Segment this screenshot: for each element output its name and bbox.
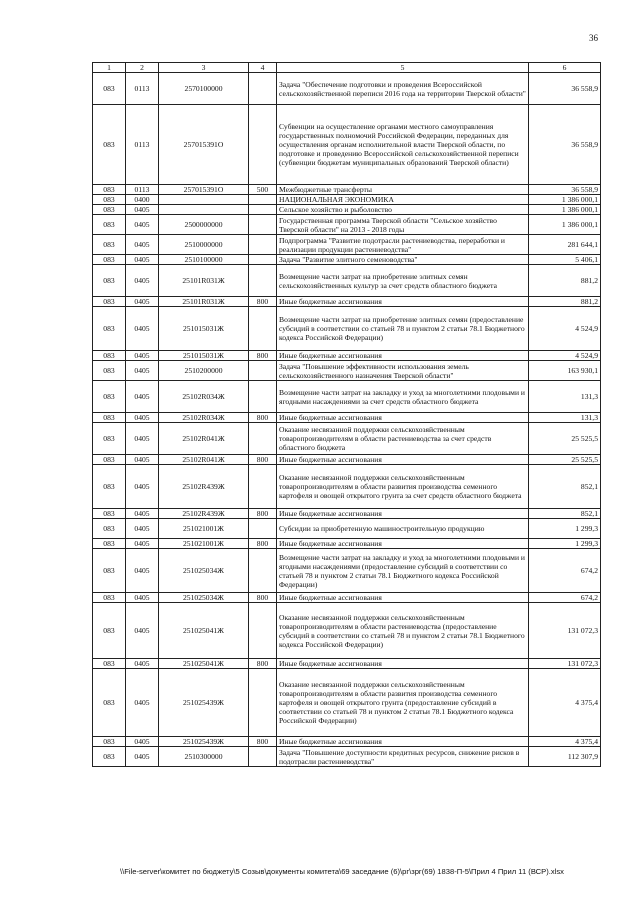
section-code-cell: 0405 bbox=[126, 519, 159, 539]
section-code-cell: 0405 bbox=[126, 307, 159, 351]
ministry-code-cell: 083 bbox=[93, 195, 126, 205]
expense-type-cell bbox=[249, 423, 277, 455]
amount-cell: 852,1 bbox=[529, 509, 601, 519]
table-body bbox=[93, 73, 601, 767]
expense-type-cell bbox=[249, 73, 277, 105]
target-article-cell: 251015031Ж bbox=[159, 307, 249, 351]
table-row bbox=[93, 413, 601, 423]
expense-type-cell bbox=[249, 195, 277, 205]
expense-type-cell bbox=[249, 255, 277, 265]
amount-cell: 4 375,4 bbox=[529, 669, 601, 737]
amount-cell: 674,2 bbox=[529, 549, 601, 593]
amount-cell: 25 525,5 bbox=[529, 423, 601, 455]
table-row bbox=[93, 297, 601, 307]
target-article-cell: 251025041Ж bbox=[159, 603, 249, 659]
amount-cell: 4 524,9 bbox=[529, 351, 601, 361]
ministry-code-cell: 083 bbox=[93, 307, 126, 351]
header-col-2: 2 bbox=[126, 63, 159, 73]
ministry-code-cell: 083 bbox=[93, 549, 126, 593]
amount-cell: 36 558,9 bbox=[529, 73, 601, 105]
section-code-cell: 0405 bbox=[126, 381, 159, 413]
ministry-code-cell: 083 bbox=[93, 351, 126, 361]
amount-cell: 1 299,3 bbox=[529, 539, 601, 549]
ministry-code-cell: 083 bbox=[93, 185, 126, 195]
table-row bbox=[93, 593, 601, 603]
target-article-cell: 25102R439Ж bbox=[159, 509, 249, 519]
description-cell: Оказание несвязанной поддержки сельскохозяйственным товаропроизводителям в области растениеводства за счет средств областного бюджета bbox=[277, 423, 529, 455]
expense-type-cell: 800 bbox=[249, 413, 277, 423]
description-cell: Оказание несвязанной поддержки сельскохозяйственным товаропроизводителям в области развития производства семенного картофеля и овощей открытого грунта (предоставление субсидий в соответствии со статьей 78 и пунктом 2 статьи 78.1 Бюджетного кодекса Российской Федерации) bbox=[277, 669, 529, 737]
description-cell: Иные бюджетные ассигнования bbox=[277, 509, 529, 519]
description-cell: Задача "Развитие элитного семеноводства" bbox=[277, 255, 529, 265]
ministry-code-cell: 083 bbox=[93, 215, 126, 235]
ministry-code-cell: 083 bbox=[93, 603, 126, 659]
target-article-cell: 25101R031Ж bbox=[159, 297, 249, 307]
description-cell: Субвенции на осуществление органами местного самоуправления государственных полномочий Российской Федерации, переданных для осуществления органам исполнительной власти Тверской области, по подготовке и проведению Всероссийской сельскохозяйственной переписи (субвенции бюджетам муниципальных образований Тверской области) bbox=[277, 105, 529, 185]
table-row bbox=[93, 195, 601, 205]
table-row bbox=[93, 549, 601, 593]
header-col-1: 1 bbox=[93, 63, 126, 73]
section-code-cell: 0405 bbox=[126, 215, 159, 235]
ministry-code-cell: 083 bbox=[93, 105, 126, 185]
description-cell: Иные бюджетные ассигнования bbox=[277, 659, 529, 669]
target-article-cell: 2510200000 bbox=[159, 361, 249, 381]
amount-cell: 1 386 000,1 bbox=[529, 195, 601, 205]
ministry-code-cell: 083 bbox=[93, 747, 126, 767]
table-row bbox=[93, 105, 601, 185]
page-number: 36 bbox=[589, 33, 598, 43]
amount-cell: 1 386 000,1 bbox=[529, 215, 601, 235]
description-cell: Возмещение части затрат на приобретение элитных семян (предоставление субсидий в соответствии со статьей 78 и пунктом 2 статьи 78.1 Бюджетного кодекса Российской Федерации) bbox=[277, 307, 529, 351]
section-code-cell: 0113 bbox=[126, 73, 159, 105]
target-article-cell: 251015031Ж bbox=[159, 351, 249, 361]
description-cell: Сельское хозяйство и рыболовство bbox=[277, 205, 529, 215]
target-article-cell: 2510300000 bbox=[159, 747, 249, 767]
table-row bbox=[93, 265, 601, 297]
section-code-cell: 0405 bbox=[126, 593, 159, 603]
description-cell: Иные бюджетные ассигнования bbox=[277, 737, 529, 747]
description-cell: Задача "Повышение доступности кредитных ресурсов, снижение рисков в подотрасли растениеводства" bbox=[277, 747, 529, 767]
expense-type-cell bbox=[249, 519, 277, 539]
table-row bbox=[93, 659, 601, 669]
amount-cell: 25 525,5 bbox=[529, 455, 601, 465]
amount-cell: 36 558,9 bbox=[529, 105, 601, 185]
target-article-cell: 2510000000 bbox=[159, 235, 249, 255]
section-code-cell: 0405 bbox=[126, 351, 159, 361]
table-row bbox=[93, 747, 601, 767]
ministry-code-cell: 083 bbox=[93, 361, 126, 381]
target-article-cell: 251025034Ж bbox=[159, 593, 249, 603]
amount-cell: 281 644,1 bbox=[529, 235, 601, 255]
file-path-footer: \\File-server\комитет по бюджету\5 Созыв\документы комитета\69 заседание (6)\рг\зрг(69) 1838-П-5\Прил 4 Прил 11 (ВСР).xlsx bbox=[120, 867, 564, 876]
header-col-3: 3 bbox=[159, 63, 249, 73]
header-col-4: 4 bbox=[249, 63, 277, 73]
amount-cell: 131 072,3 bbox=[529, 603, 601, 659]
target-article-cell: 25102R034Ж bbox=[159, 381, 249, 413]
target-article-cell: 2500000000 bbox=[159, 215, 249, 235]
description-cell: Возмещение части затрат на приобретение элитных семян сельскохозяйственных культур за счет средств областного бюджета bbox=[277, 265, 529, 297]
expense-type-cell: 800 bbox=[249, 539, 277, 549]
table-row bbox=[93, 539, 601, 549]
section-code-cell: 0113 bbox=[126, 185, 159, 195]
target-article-cell: 25102R439Ж bbox=[159, 465, 249, 509]
amount-cell: 881,2 bbox=[529, 265, 601, 297]
table-row bbox=[93, 669, 601, 737]
target-article-cell: 251021001Ж bbox=[159, 519, 249, 539]
expense-type-cell: 800 bbox=[249, 351, 277, 361]
expense-type-cell bbox=[249, 105, 277, 185]
target-article-cell: 2510100000 bbox=[159, 255, 249, 265]
ministry-code-cell: 083 bbox=[93, 73, 126, 105]
section-code-cell: 0405 bbox=[126, 549, 159, 593]
section-code-cell: 0405 bbox=[126, 659, 159, 669]
amount-cell: 1 299,3 bbox=[529, 519, 601, 539]
amount-cell: 4 524,9 bbox=[529, 307, 601, 351]
section-code-cell: 0405 bbox=[126, 255, 159, 265]
target-article-cell: 251025439Ж bbox=[159, 669, 249, 737]
description-cell: Иные бюджетные ассигнования bbox=[277, 297, 529, 307]
section-code-cell: 0405 bbox=[126, 423, 159, 455]
target-article-cell: 25102R034Ж bbox=[159, 413, 249, 423]
table-row bbox=[93, 255, 601, 265]
amount-cell: 5 406,1 bbox=[529, 255, 601, 265]
expense-type-cell bbox=[249, 747, 277, 767]
ministry-code-cell: 083 bbox=[93, 413, 126, 423]
expense-type-cell bbox=[249, 265, 277, 297]
amount-cell: 852,1 bbox=[529, 465, 601, 509]
section-code-cell: 0405 bbox=[126, 205, 159, 215]
table-row bbox=[93, 215, 601, 235]
description-cell: Государственная программа Тверской области "Сельское хозяйство Тверской области" на 2013 - 2018 годы bbox=[277, 215, 529, 235]
header-col-5: 5 bbox=[277, 63, 529, 73]
description-cell: Оказание несвязанной поддержки сельскохозяйственным товаропроизводителям в области растениеводства (предоставление субсидий в соответствии со статьей 78 и пунктом 2 статьи 78.1 Бюджетного кодекса Российской Федерации) bbox=[277, 603, 529, 659]
section-code-cell: 0405 bbox=[126, 603, 159, 659]
expense-type-cell: 800 bbox=[249, 737, 277, 747]
amount-cell: 36 558,9 bbox=[529, 185, 601, 195]
expense-type-cell bbox=[249, 465, 277, 509]
table-row bbox=[93, 509, 601, 519]
ministry-code-cell: 083 bbox=[93, 205, 126, 215]
ministry-code-cell: 083 bbox=[93, 255, 126, 265]
target-article-cell: 257015391О bbox=[159, 105, 249, 185]
section-code-cell: 0405 bbox=[126, 297, 159, 307]
target-article-cell: 251021001Ж bbox=[159, 539, 249, 549]
expense-type-cell: 800 bbox=[249, 455, 277, 465]
table-row bbox=[93, 361, 601, 381]
ministry-code-cell: 083 bbox=[93, 519, 126, 539]
section-code-cell: 0400 bbox=[126, 195, 159, 205]
ministry-code-cell: 083 bbox=[93, 423, 126, 455]
description-cell: Задача "Повышение эффективности использования земель сельскохозяйственного назначения Тверской области" bbox=[277, 361, 529, 381]
table-row bbox=[93, 205, 601, 215]
expense-type-cell: 800 bbox=[249, 509, 277, 519]
description-cell: Подпрограмма "Развитие подотрасли растениеводства, переработки и реализации продукции растениеводства" bbox=[277, 235, 529, 255]
section-code-cell: 0405 bbox=[126, 539, 159, 549]
section-code-cell: 0405 bbox=[126, 737, 159, 747]
amount-cell: 112 307,9 bbox=[529, 747, 601, 767]
target-article-cell bbox=[159, 205, 249, 215]
expense-type-cell bbox=[249, 215, 277, 235]
target-article-cell: 251025439Ж bbox=[159, 737, 249, 747]
target-article-cell: 25102R041Ж bbox=[159, 455, 249, 465]
description-cell: НАЦИОНАЛЬНАЯ ЭКОНОМИКА bbox=[277, 195, 529, 205]
table-row bbox=[93, 519, 601, 539]
ministry-code-cell: 083 bbox=[93, 539, 126, 549]
expense-type-cell bbox=[249, 381, 277, 413]
description-cell: Возмещение части затрат на закладку и уход за многолетними плодовыми и ягодными насаждениями за счет средств областного бюджета bbox=[277, 381, 529, 413]
target-article-cell: 251025034Ж bbox=[159, 549, 249, 593]
table-row bbox=[93, 185, 601, 195]
expense-type-cell bbox=[249, 307, 277, 351]
description-cell: Оказание несвязанной поддержки сельскохозяйственным товаропроизводителям в области развития производства семенного картофеля и овощей открытого грунта за счет средств областного бюджета bbox=[277, 465, 529, 509]
ministry-code-cell: 083 bbox=[93, 509, 126, 519]
target-article-cell bbox=[159, 195, 249, 205]
table-row bbox=[93, 455, 601, 465]
target-article-cell: 25102R041Ж bbox=[159, 423, 249, 455]
table-row bbox=[93, 465, 601, 509]
target-article-cell: 251025041Ж bbox=[159, 659, 249, 669]
ministry-code-cell: 083 bbox=[93, 297, 126, 307]
ministry-code-cell: 083 bbox=[93, 737, 126, 747]
ministry-code-cell: 083 bbox=[93, 381, 126, 413]
table-header-row bbox=[93, 63, 601, 73]
table-row bbox=[93, 351, 601, 361]
target-article-cell: 257015391О bbox=[159, 185, 249, 195]
amount-cell: 1 386 000,1 bbox=[529, 205, 601, 215]
amount-cell: 674,2 bbox=[529, 593, 601, 603]
amount-cell: 131 072,3 bbox=[529, 659, 601, 669]
expense-type-cell: 500 bbox=[249, 185, 277, 195]
expense-type-cell bbox=[249, 549, 277, 593]
expense-type-cell bbox=[249, 235, 277, 255]
section-code-cell: 0405 bbox=[126, 235, 159, 255]
ministry-code-cell: 083 bbox=[93, 265, 126, 297]
ministry-code-cell: 083 bbox=[93, 455, 126, 465]
section-code-cell: 0405 bbox=[126, 669, 159, 737]
ministry-code-cell: 083 bbox=[93, 593, 126, 603]
description-cell: Иные бюджетные ассигнования bbox=[277, 455, 529, 465]
expense-type-cell bbox=[249, 361, 277, 381]
section-code-cell: 0405 bbox=[126, 413, 159, 423]
amount-cell: 4 375,4 bbox=[529, 737, 601, 747]
target-article-cell: 2570100000 bbox=[159, 73, 249, 105]
section-code-cell: 0405 bbox=[126, 265, 159, 297]
section-code-cell: 0405 bbox=[126, 455, 159, 465]
description-cell: Иные бюджетные ассигнования bbox=[277, 593, 529, 603]
amount-cell: 131,3 bbox=[529, 381, 601, 413]
table-row bbox=[93, 307, 601, 351]
amount-cell: 131,3 bbox=[529, 413, 601, 423]
description-cell: Субсидии за приобретенную машиностроительную продукцию bbox=[277, 519, 529, 539]
description-cell: Межбюджетные трансферты bbox=[277, 185, 529, 195]
table-row bbox=[93, 737, 601, 747]
description-cell: Иные бюджетные ассигнования bbox=[277, 413, 529, 423]
header-col-6: 6 bbox=[529, 63, 601, 73]
amount-cell: 163 930,1 bbox=[529, 361, 601, 381]
description-cell: Иные бюджетные ассигнования bbox=[277, 351, 529, 361]
section-code-cell: 0405 bbox=[126, 509, 159, 519]
table-row bbox=[93, 73, 601, 105]
description-cell: Задача "Обеспечение подготовки и проведения Всероссийской сельскохозяйственной переписи 2016 года на территории Тверской области" bbox=[277, 73, 529, 105]
ministry-code-cell: 083 bbox=[93, 465, 126, 509]
ministry-code-cell: 083 bbox=[93, 235, 126, 255]
expense-type-cell: 800 bbox=[249, 659, 277, 669]
section-code-cell: 0405 bbox=[126, 465, 159, 509]
amount-cell: 881,2 bbox=[529, 297, 601, 307]
ministry-code-cell: 083 bbox=[93, 659, 126, 669]
table-row bbox=[93, 603, 601, 659]
ministry-code-cell: 083 bbox=[93, 669, 126, 737]
target-article-cell: 25101R031Ж bbox=[159, 265, 249, 297]
expense-type-cell bbox=[249, 603, 277, 659]
table-row bbox=[93, 381, 601, 413]
expense-type-cell: 800 bbox=[249, 297, 277, 307]
table-row bbox=[93, 423, 601, 455]
expense-type-cell bbox=[249, 205, 277, 215]
section-code-cell: 0113 bbox=[126, 105, 159, 185]
expense-type-cell bbox=[249, 669, 277, 737]
budget-table bbox=[92, 62, 601, 767]
section-code-cell: 0405 bbox=[126, 747, 159, 767]
expense-type-cell: 800 bbox=[249, 593, 277, 603]
description-cell: Иные бюджетные ассигнования bbox=[277, 539, 529, 549]
table-row bbox=[93, 235, 601, 255]
description-cell: Возмещение части затрат на закладку и уход за многолетними плодовыми и ягодными насаждениями (предоставление субсидий в соответствии со статьей 78 и пунктом 2 статьи 78.1 Бюджетного кодекса Российской Федерации) bbox=[277, 549, 529, 593]
section-code-cell: 0405 bbox=[126, 361, 159, 381]
